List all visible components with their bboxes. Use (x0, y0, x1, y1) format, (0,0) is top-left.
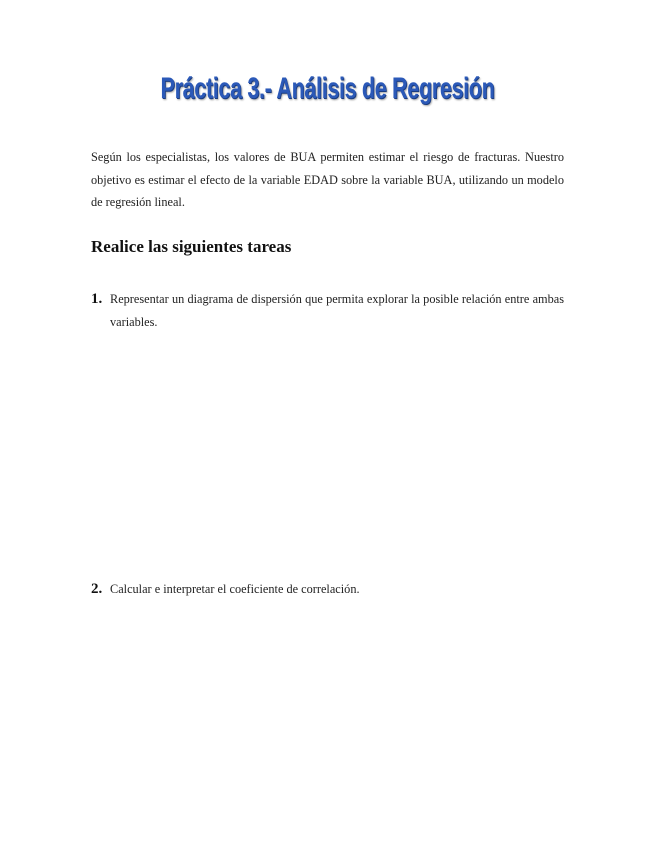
page-title: Práctica 3.- Análisis de Regresión (160, 72, 495, 105)
task-item-1 (91, 288, 564, 334)
task-text: Calcular e interpretar el coeficiente de correlación. (110, 582, 360, 596)
task-item-2 (91, 578, 564, 601)
intro-paragraph: Según los especialistas, los valores de BUA permiten estimar el riesgo de fracturas. Nuestro objetivo es estimar el efecto de la variable EDAD sobre la variable BUA, utilizando un modelo de regresión lineal. (91, 150, 564, 209)
task-number: 2. (91, 581, 103, 597)
tasks-heading: Realice las siguientes tareas (91, 237, 292, 256)
task-number: 1. (91, 291, 103, 307)
task-text: Representar un diagrama de dispersión que permita explorar la posible relación entre ambas variables. (110, 292, 564, 329)
